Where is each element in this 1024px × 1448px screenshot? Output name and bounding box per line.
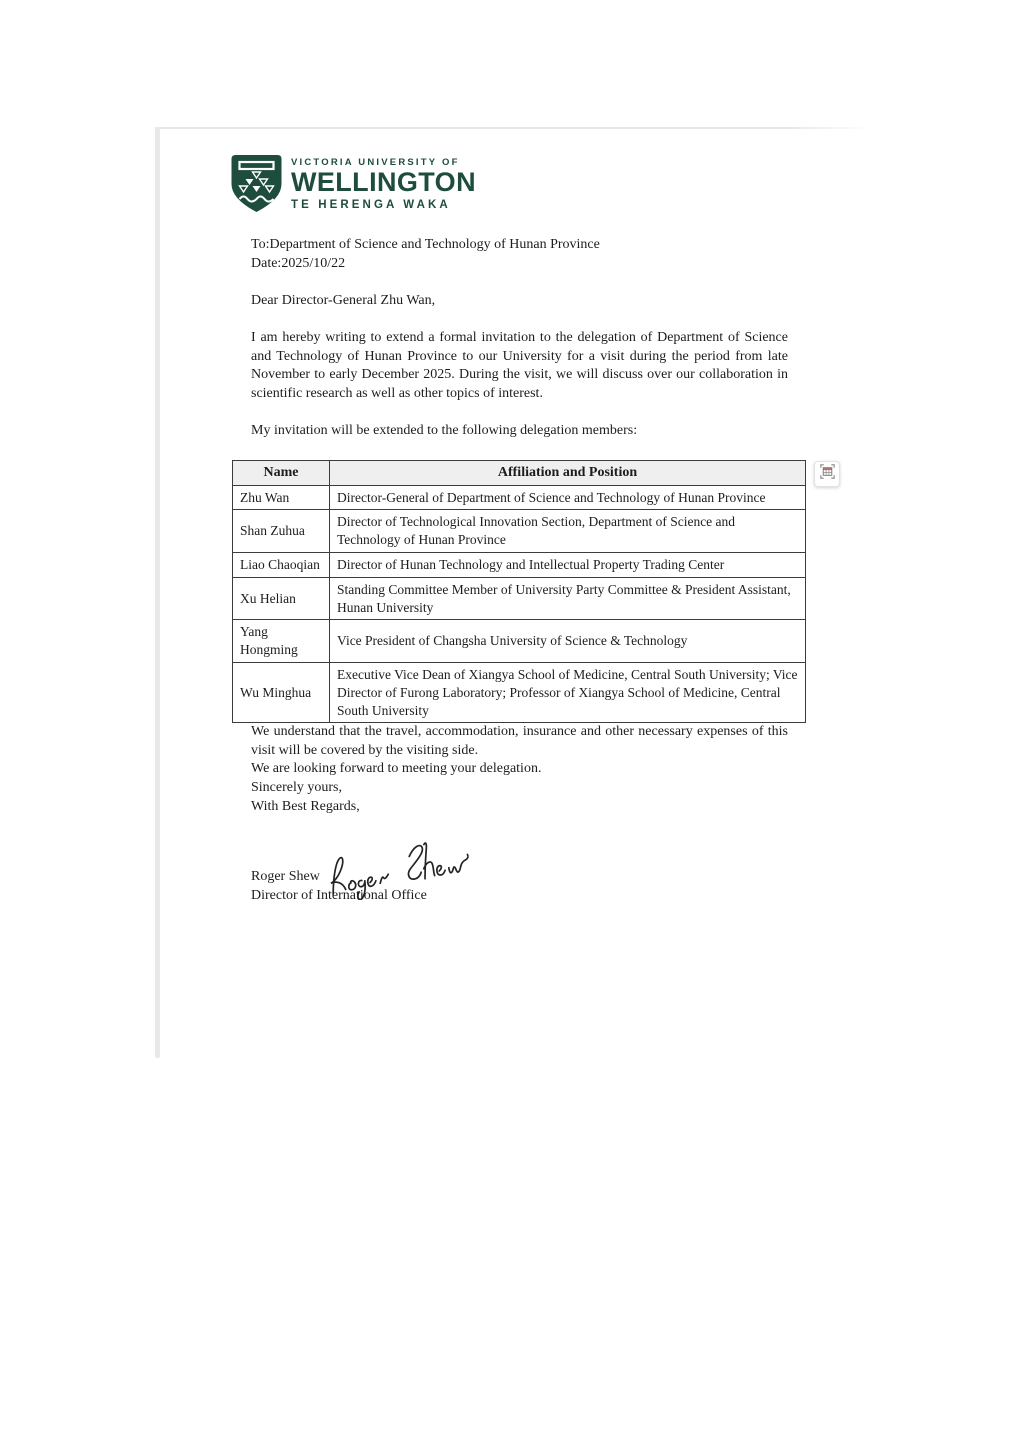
delegate-affiliation-cell: Vice President of Changsha University of Science & Technology <box>330 620 806 663</box>
delegate-name-cell: Zhu Wan <box>233 485 330 510</box>
signer-title: Director of International Office <box>251 888 427 904</box>
table-select-button[interactable] <box>814 461 840 487</box>
to-line: To:Department of Science and Technology of Hunan Province <box>251 237 600 252</box>
expenses-paragraph: We understand that the travel, accommodation, insurance and other necessary expenses of this visit will be covered by the visiting side. <box>251 724 788 758</box>
table-row <box>233 577 806 620</box>
logo-line2: WELLINGTON <box>291 167 476 197</box>
delegate-name-cell: Yang Hongming <box>233 620 330 663</box>
signature-image <box>323 840 473 900</box>
letter-body <box>240 236 798 906</box>
table-row <box>233 620 806 663</box>
delegate-affiliation-cell: Director of Hunan Technology and Intellectual Property Trading Center <box>330 552 806 577</box>
table-row <box>233 510 806 553</box>
delegate-name-cell: Wu Minghua <box>233 662 330 722</box>
university-shield-icon <box>231 155 282 218</box>
signer-name: Roger Shew <box>251 869 320 885</box>
delegate-affiliation-cell: Executive Vice Dean of Xiangya School of Medicine, Central South University; Vice Director of Furong Laboratory; Professor of Xiangya School of Medicine, Central South University <box>330 662 806 722</box>
delegate-affiliation-cell: Director-General of Department of Science and Technology of Hunan Province <box>330 485 806 510</box>
closing-regards: With Best Regards, <box>251 798 360 814</box>
column-header-name: Name <box>233 460 330 485</box>
delegate-affiliation-cell: Director of Technological Innovation Section, Department of Science and Technology of Hunan Province <box>330 510 806 553</box>
closing-sincerely: Sincerely yours, <box>251 780 342 796</box>
members-intro-paragraph: My invitation will be extended to the following delegation members: <box>251 422 638 438</box>
delegate-name-cell: Xu Helian <box>233 577 330 620</box>
delegates-table-body <box>233 485 806 723</box>
table-row <box>233 662 806 722</box>
table-row <box>233 485 806 510</box>
table-row <box>233 552 806 577</box>
table-select-icon <box>818 462 837 486</box>
salutation: Dear Director-General Zhu Wan, <box>251 292 436 308</box>
date-line: Date:2025/10/22 <box>251 255 346 271</box>
university-logo <box>231 155 476 218</box>
delegate-name-cell: Shan Zuhua <box>233 510 330 553</box>
delegates-table <box>232 460 806 724</box>
logo-line1: VICTORIA UNIVERSITY OF <box>291 157 460 168</box>
logo-line3: TE HERENGA WAKA <box>291 198 451 211</box>
signature-row <box>251 868 788 887</box>
looking-forward-paragraph: We are looking forward to meeting your delegation. <box>251 761 542 777</box>
invitation-paragraph: I am hereby writing to extend a formal invitation to the delegation of Department of Science and Technology of Hunan Province to our University for a visit during the period from late November to early December 2025. During the visit, we will discuss over our collaboration in scientific research as well as other topics of interest. <box>251 329 788 401</box>
column-header-affiliation: Affiliation and Position <box>330 460 806 485</box>
delegate-name-cell: Liao Chaoqian <box>233 552 330 577</box>
document-page <box>160 129 870 1058</box>
delegate-affiliation-cell: Standing Committee Member of University Party Committee & President Assistant, Hunan University <box>330 577 806 620</box>
table-header-row <box>233 460 806 485</box>
